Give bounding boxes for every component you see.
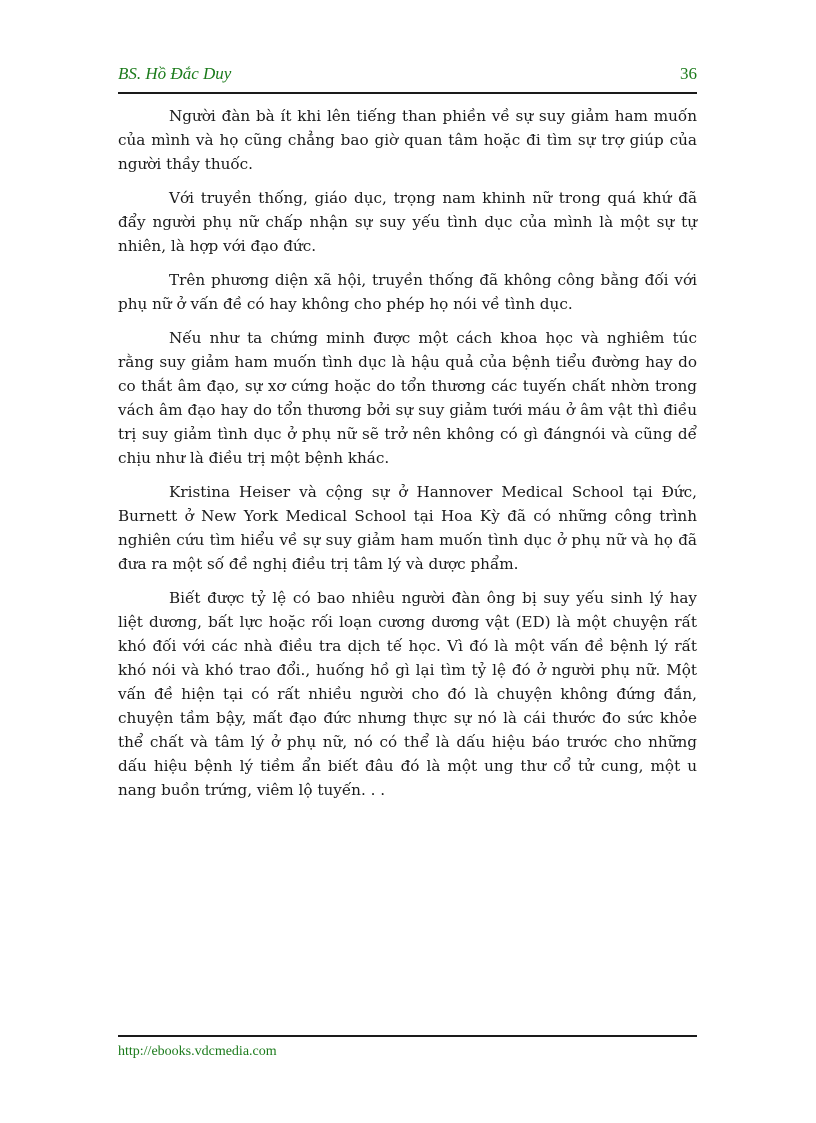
paragraph: Kristina Heiser và cộng sự ở Hannover Medical School tại Đức, Burnett ở New York Medical School tại Hoa Kỳ đã có những công trình nghiên cứu tìm hiểu về sự suy giảm ham muốn tình dục ở phụ nữ và họ đã đưa ra một số đề nghị điều trị tâm lý và dược phẩm. (118, 483, 697, 573)
body-text (118, 104, 697, 812)
paragraph: Nếu như ta chứng minh được một cách khoa học và nghiêm túc rằng suy giảm ham muốn tình dục là hậu quả của bệnh tiểu đường hay do co thắt âm đạo, sự xơ cứng hoặc do tổn thương các tuyến chất nhờn trong vách âm đạo hay do tổn thương bởi sự suy giảm tưới máu ở âm vật thì điều trị suy giảm tình dục ở phụ nữ sẽ trở nên không có gì đángnói và cũng dể chịu như là điều trị một bệnh khác. (118, 329, 697, 467)
header-rule (118, 92, 697, 94)
author-name: BS. Hồ Đắc Duy (118, 64, 232, 83)
paragraph: Trên phương diện xã hội, truyền thống đã không công bằng đối với phụ nữ ở vấn đề có hay không cho phép họ nói về tình dục. (118, 271, 697, 313)
footer-url[interactable]: http://ebooks.vdcmedia.com (118, 1044, 277, 1059)
footer-rule (118, 1035, 697, 1037)
paragraph: Người đàn bà ít khi lên tiếng than phiền về sự suy giảm ham muốn của mình và họ cũng chẳng bao giờ quan tâm hoặc đi tìm sự trợ giúp của người thầy thuốc. (118, 107, 697, 173)
paragraph: Với truyền thống, giáo dục, trọng nam khinh nữ trong quá khứ đã đẩy người phụ nữ chấp nhận sự suy yếu tình dục của mình là một sự tự nhiên, là hợp với đạo đức. (118, 189, 697, 255)
paragraph: Biết được tỷ lệ có bao nhiêu người đàn ông bị suy yếu sinh lý hay liệt dương, bất lực hoặc rối loạn cương dương vật (ED) là một chuyện rất khó đối với các nhà điều tra dịch tế học. Vì đó là một vấn đề bệnh lý rất khó nói và khó trao đổi., huống hồ gì lại tìm tỷ lệ đó ở người phụ nữ. Một vấn đề hiện tại có rất nhiều người cho đó là chuyện không đứng đắn, chuyện tầm bậy, mất đạo đức nhưng thực sự nó là cái thước đo sức khỏe thể chất và tâm lý ở phụ nữ, nó có thể là dấu hiệu báo trước cho những dấu hiệu bệnh lý tiềm ẩn biết đâu đó là một ung thư cổ tử cung, một u nang buồn trứng, viêm lộ tuyến. . . (118, 589, 697, 799)
page-number: 36 (680, 64, 697, 83)
page-header (118, 64, 697, 84)
